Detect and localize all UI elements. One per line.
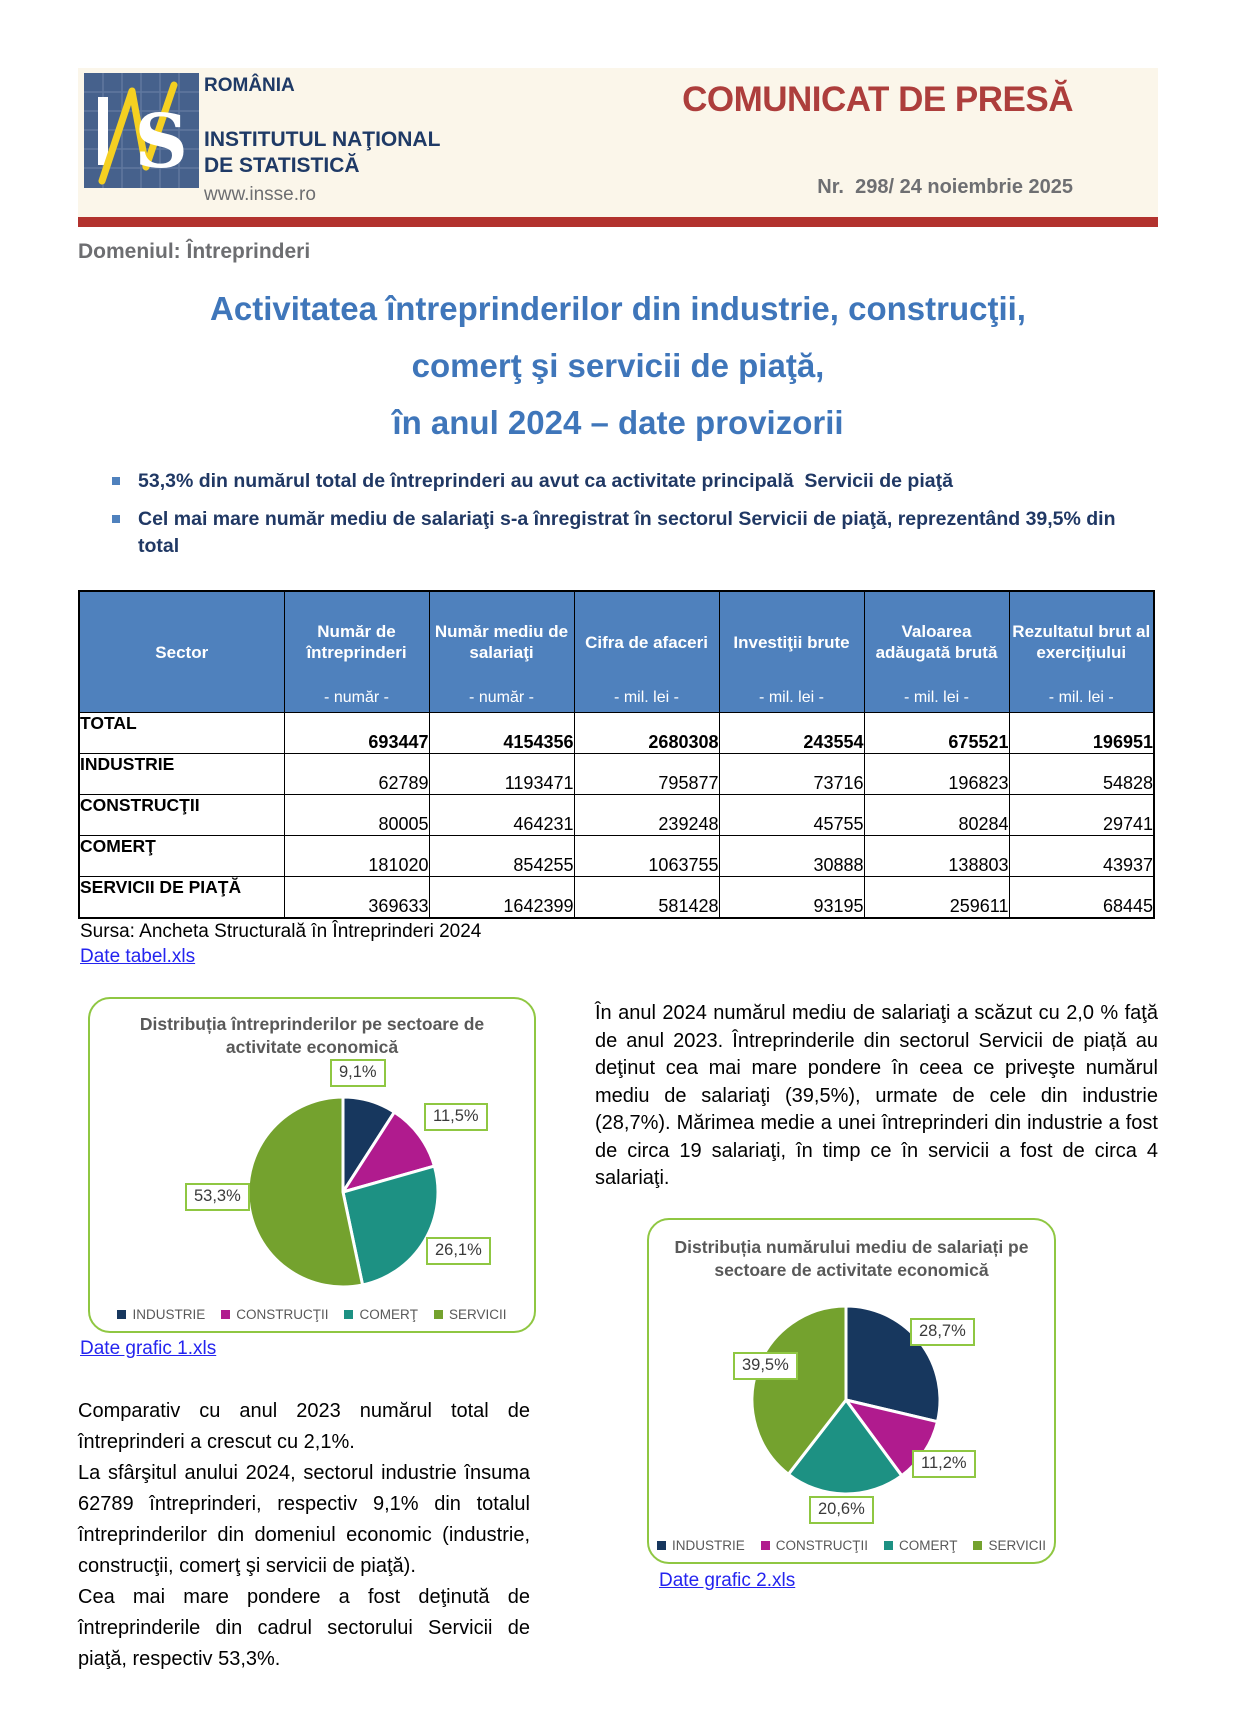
date-grafic2-link[interactable]: Date grafic 2.xls xyxy=(659,1570,796,1591)
paragraph: Cea mai mare pondere a fost deţinută de întreprinderile din cadrul sectorului Servicii de piaţă, respectiv 53,3%. xyxy=(78,1586,530,1670)
legend-item-comert: COMERŢ xyxy=(344,1307,418,1322)
page-title-line1: Activitatea întreprinderilor din industrie, construcţii, xyxy=(210,290,1026,327)
column-header-rezultat-brut: Rezultatul brut al exerciţiului - mil. lei - xyxy=(1009,591,1154,713)
date-tabel-link[interactable]: Date tabel.xls xyxy=(80,946,196,967)
table-header-row xyxy=(79,591,1154,713)
release-number: Nr. 298/ 24 noiembrie 2025 xyxy=(817,176,1073,198)
legend-swatch-icon xyxy=(973,1541,982,1550)
legend-swatch-icon xyxy=(434,1310,443,1319)
pie1-label-industrie: 9,1% xyxy=(330,1059,386,1087)
country-label: ROMÂNIA xyxy=(204,75,295,96)
legend-item-constructii: CONSTRUCŢII xyxy=(221,1307,328,1322)
column-header-valoare-adaugata: Valoarea adăugată brută - mil. lei - xyxy=(864,591,1009,713)
legend-item-industrie: INDUSTRIE xyxy=(657,1538,745,1553)
chart1-legend xyxy=(90,1307,534,1322)
bullet-list xyxy=(112,468,1144,571)
bullet-text: Cel mai mare număr mediu de salariaţi s-a înregistrat în sectorul Servicii de piaţă, reprezentând 39,5% din total xyxy=(138,508,1121,557)
chart1-box xyxy=(88,997,536,1333)
bullet-square-icon xyxy=(112,477,120,485)
legend-swatch-icon xyxy=(344,1310,353,1319)
press-release-title: COMUNICAT DE PRESĂ xyxy=(682,80,1073,119)
pie2-label-servicii: 39,5% xyxy=(733,1352,798,1380)
source-note: Sursa: Ancheta Structurală în Întreprinderi 2024 xyxy=(80,921,482,942)
website-url: www.insse.ro xyxy=(204,184,316,205)
table-row-total: TOTAL 693447 4154356 2680308 243554 675521 196951 xyxy=(80,713,1153,752)
institute-name-line1: INSTITUTUL NAŢIONAL xyxy=(204,128,441,151)
ins-logo xyxy=(84,73,199,188)
bullet-square-icon xyxy=(112,515,120,523)
table-row-industrie: INDUSTRIE 62789 1193471 795877 73716 196823 54828 xyxy=(80,754,1153,793)
pie-chart-1 xyxy=(90,999,534,1331)
svg-text:S: S xyxy=(134,99,188,185)
legend-item-servicii: SERVICII xyxy=(973,1538,1046,1553)
legend-item-servicii: SERVICII xyxy=(434,1307,507,1322)
pie1-label-servicii: 53,3% xyxy=(185,1183,250,1211)
left-commentary xyxy=(78,1396,530,1675)
paragraph: Comparativ cu anul 2023 numărul total de întreprinderi a crescut cu 2,1%. xyxy=(78,1400,530,1453)
legend-swatch-icon xyxy=(761,1541,770,1550)
bullet-item xyxy=(112,506,1144,560)
pie1-label-comert: 26,1% xyxy=(426,1237,491,1265)
page-title xyxy=(78,280,1158,451)
legend-item-comert: COMERŢ xyxy=(884,1538,958,1553)
chart2-box xyxy=(647,1218,1056,1564)
legend-item-industrie: INDUSTRIE xyxy=(117,1307,205,1322)
column-header-investitii: Investiţii brute - mil. lei - xyxy=(719,591,864,713)
table-row-comert: COMERŢ 181020 854255 1063755 30888 138803 43937 xyxy=(80,836,1153,875)
legend-swatch-icon xyxy=(221,1310,230,1319)
column-header-cifra-afaceri: Cifra de afaceri - mil. lei - xyxy=(574,591,719,713)
pie1-label-constructii: 11,5% xyxy=(424,1103,488,1131)
pie2-label-industrie: 28,7% xyxy=(910,1318,975,1346)
legend-item-constructii: CONSTRUCŢII xyxy=(761,1538,868,1553)
date-grafic1-link[interactable]: Date grafic 1.xls xyxy=(80,1338,217,1359)
bullet-text: 53,3% din numărul total de întreprinderi au avut ca activitate principală Servicii de piaţă xyxy=(138,470,953,492)
chart2-legend xyxy=(649,1538,1054,1553)
sector-data-table xyxy=(78,590,1155,919)
paragraph: La sfârşitul anului 2024, sectorul industrie însuma 62789 întreprinderi, respectiv 9,1% din totalul întreprinderilor din domeniul economic (industrie, construcţii, comerţ şi servicii de piaţă). xyxy=(78,1462,530,1577)
legend-swatch-icon xyxy=(117,1310,126,1319)
domain-label: Domeniul: Întreprinderi xyxy=(78,240,311,263)
legend-swatch-icon xyxy=(884,1541,893,1550)
chart2-title: Distribuția numărului mediu de salariați pe sectoare de activitate economică xyxy=(674,1237,1029,1280)
column-header-sector: Sector xyxy=(79,591,284,713)
red-divider xyxy=(78,217,1158,227)
bullet-item xyxy=(112,468,1144,495)
column-header-intreprinderi: Număr de întreprinderi - număr - xyxy=(284,591,429,713)
table-row-constructii: CONSTRUCŢII 80005 464231 239248 45755 80284 29741 xyxy=(80,795,1153,834)
page-title-line3: în anul 2024 – date provizorii xyxy=(392,404,844,441)
legend-swatch-icon xyxy=(657,1541,666,1550)
table-row-servicii: SERVICII DE PIAŢĂ 369633 1642399 581428 93195 259611 68445 xyxy=(80,877,1153,916)
pie2-label-comert: 20,6% xyxy=(809,1496,874,1524)
pie2-label-constructii: 11,2% xyxy=(912,1450,976,1478)
chart1-title: Distribuția întreprinderilor pe sectoare de activitate economică xyxy=(139,1014,485,1057)
page-title-line2: comerţ şi servicii de piaţă, xyxy=(411,347,825,384)
right-commentary: În anul 2024 numărul mediu de salariaţi a scăzut cu 2,0 % faţă de anul 2023. Întreprinderile din sectorul Servicii de piață au deţinut cea mai mare pondere în ceea ce priveşte numărul mediu de salariaţi (39,5%), urmate de cele din industrie (28,7%). Mărimea medie a unei întreprinderi din industrie a fost de circa 19 salariaţi, în timp ce în servicii a fost de circa 4 salariaţi. xyxy=(595,1002,1158,1189)
institute-name-line2: DE STATISTICĂ xyxy=(204,154,360,177)
column-header-salariati: Număr mediu de salariaţi - număr - xyxy=(429,591,574,713)
